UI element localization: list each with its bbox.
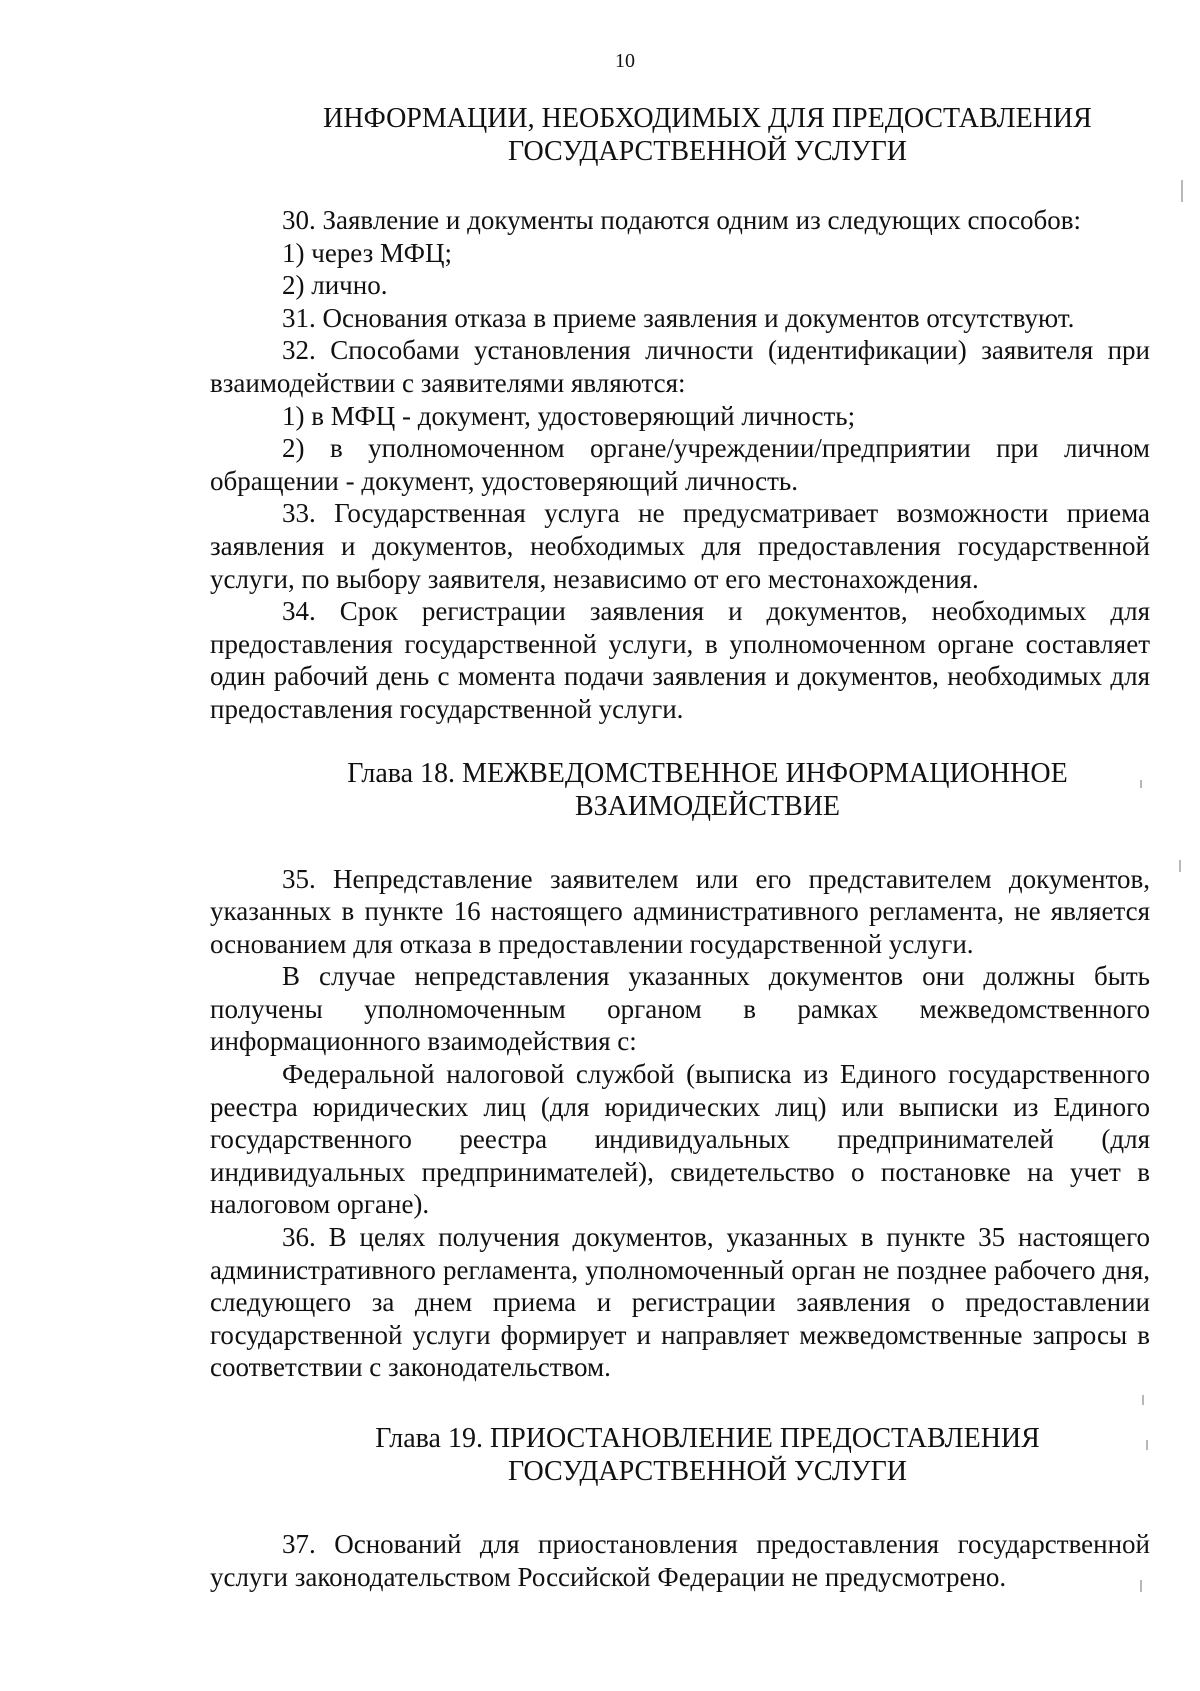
- paragraph-37: 37. Оснований для приостановления предоставления государственной услуги законодательством Российской Федерации не предусмотрено.: [210, 1529, 1150, 1592]
- list-item-1: 1) через МФЦ;: [282, 237, 453, 268]
- chapter-19-heading: [210, 1422, 1150, 1488]
- paragraph-fns: Федеральной налоговой службой (выписка из Единого государственного реестра юридических лиц (для юридических лиц) или выписки из Единого государственного реестра индивидуальных предпринимателей (для индивидуальных предпринимателей), свидетельство о постановке на учет в налоговом органе).: [210, 1059, 1150, 1220]
- paragraph-36: 36. В целях получения документов, указанных в пункте 35 настоящего административного регламента, уполномоченный орган не позднее рабочего дня, следующего за днем приема и регистрации заявления о предоставлении государственной услуги формирует и направляет межведомственные запросы в соответствии с законодательством.: [210, 1222, 1150, 1383]
- list-item-2: 2) в уполномоченном органе/учреждении/предприятии при личном обращении - документ, удостоверяющий личность.: [210, 433, 1150, 496]
- heading-line: ИНФОРМАЦИИ, НЕОБХОДИМЫХ ДЛЯ ПРЕДОСТАВЛЕНИЯ: [323, 103, 1092, 134]
- scan-speck: [1181, 180, 1183, 202]
- page-number: 10: [615, 50, 635, 72]
- paragraph-33: 33. Государственная услуга не предусматривает возможности приема заявления и документов, необходимых для предоставления государственной услуги, по выбору заявителя, независимо от его местонахождения.: [210, 498, 1150, 594]
- paragraph-35: 35. Непредставление заявителем или его представителем документов, указанных в пункте 16 настоящего административного регламента, не является основанием для отказа в предоставлении государственной услуги.: [210, 863, 1150, 959]
- scan-speck: [1179, 860, 1181, 872]
- heading-line: ВЗАИМОДЕЙСТВИЕ: [574, 790, 841, 822]
- paragraph-34: 34. Срок регистрации заявления и документов, необходимых для предоставления государственной услуги, в уполномоченном органе составляет один рабочий день с момента подачи заявления и документов, необходимых для предоставления государственной услуги.: [210, 596, 1150, 724]
- heading-line: Глава 18. МЕЖВЕДОМСТВЕННОЕ ИНФОРМАЦИОННОЕ: [347, 757, 1068, 789]
- chapter-18-heading: [210, 757, 1150, 823]
- paragraph-30: 30. Заявление и документы подаются одним из следующих способов:: [282, 205, 1082, 235]
- list-item-2: 2) лично.: [282, 270, 388, 301]
- paragraph-35-continued: В случае непредставления указанных документов они должны быть получены уполномоченным органом в рамках межведомственного информационного взаимодействия с:: [210, 961, 1150, 1057]
- page-body: [210, 102, 1150, 1593]
- list-item-1: 1) в МФЦ - документ, удостоверяющий личность;: [282, 400, 856, 431]
- heading-line: Глава 19. ПРИОСТАНОВЛЕНИЕ ПРЕДОСТАВЛЕНИЯ: [375, 1423, 1040, 1454]
- heading-line: ГОСУДАРСТВЕННОЙ УСЛУГИ: [507, 1456, 908, 1487]
- section-heading: [210, 102, 1150, 168]
- paragraph-31: 31. Основания отказа в приеме заявления и документов отсутствуют.: [282, 302, 1075, 333]
- heading-line: ГОСУДАРСТВЕННОЙ УСЛУГИ: [507, 136, 908, 167]
- paragraph-32: 32. Способами установления личности (идентификации) заявителя при взаимодействии с заявителями являются:: [210, 335, 1150, 398]
